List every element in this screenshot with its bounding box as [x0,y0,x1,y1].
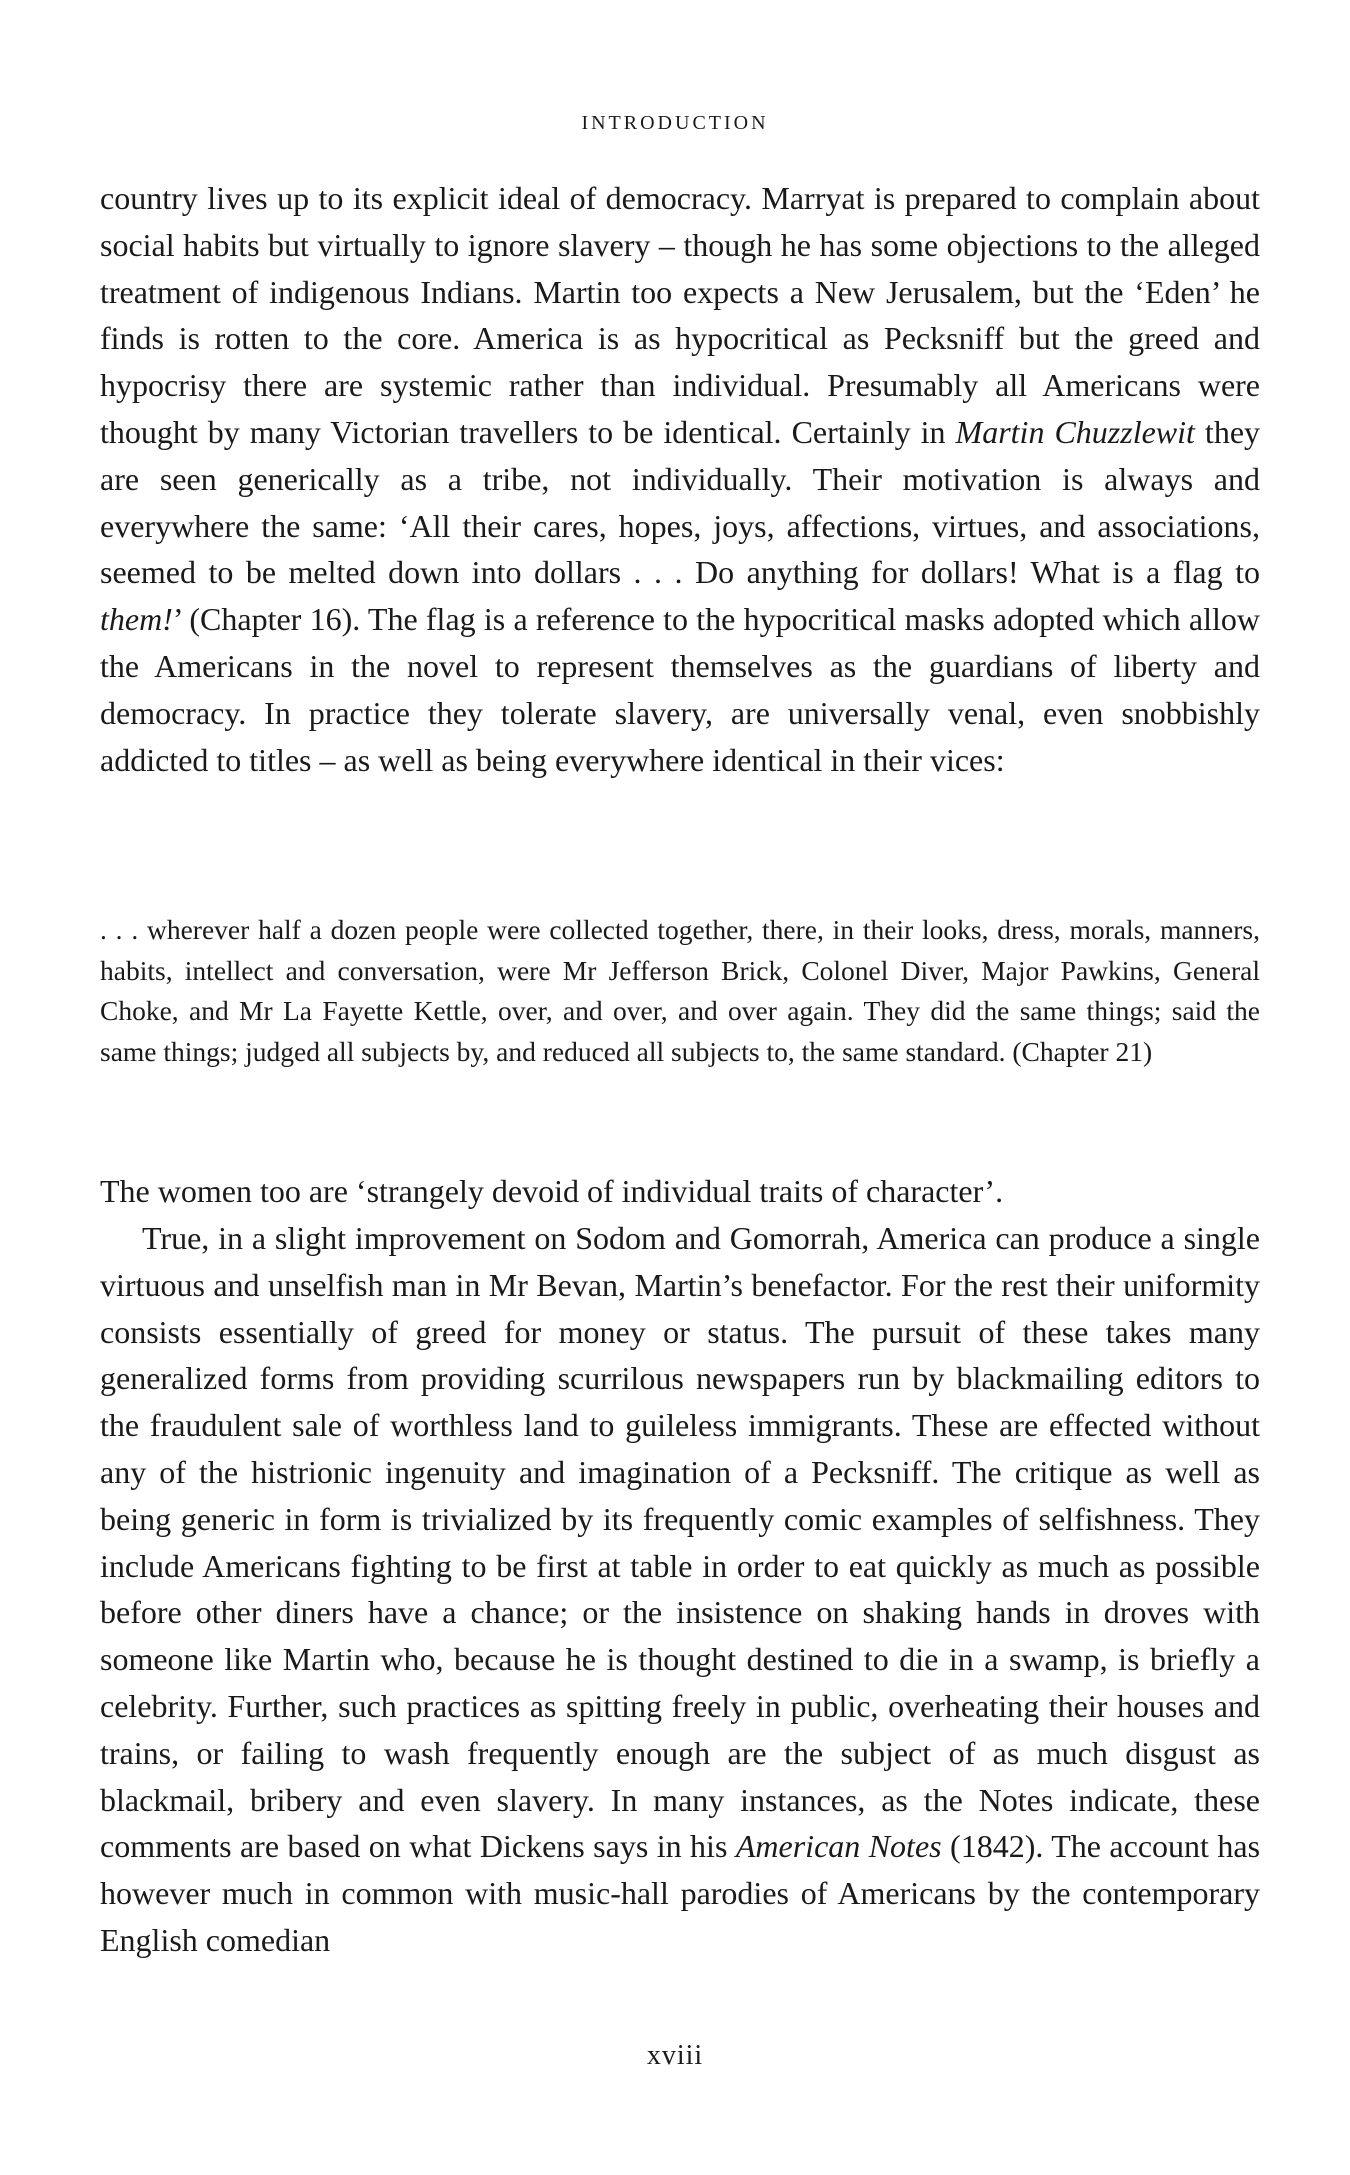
paragraph-1-text-c: ’ (Chapter 16). The flag is a reference to the hypocritical masks adopted which allow the Americans in the novel to represent themselves as the guardians of liberty and democracy. In practice they tolerate slavery, are universally venal, even snobbishly addicted to titles – as well as being everywhere identical in their vices: [100,601,1260,778]
book-title-martin-chuzzlewit: Martin Chuzzlewit [955,413,1195,450]
italic-them: them! [100,601,173,638]
paragraph-3-text-a: True, in a slight improvement on Sodom and Gomorrah, America can produce a single virtuous and unselfish man in Mr Bevan, Martin’s benefactor. For the rest their uniformity consists essentially of greed for money or status. The pursuit of these takes many generalized forms from providing scurrilous newspapers run by blackmailing editors to the fraudulent sale of worthless land to guileless immigrants. These are effected without any of the histrionic ingenuity and imagination of a Pecksniff. The critique as well as being generic in form is trivialized by its frequently comic examples of selfishness. They include Americans fighting to be first at table in order to eat quickly as much as possible before other diners have a chance; or the insistence on shaking hands in droves with someone like Martin who, because he is thought destined to die in a swamp, is briefly a celebrity. Further, such practices as spitting freely in public, overheating their houses and trains, or failing to wash frequently enough are the subject of as much disgust as blackmail, bribery and even slavery. In many instances, as the Notes indicate, these comments are based on what Dickens says in his [100,1220,1260,1865]
paragraph-1 [100,175,1260,783]
book-title-american-notes: American Notes [735,1828,942,1865]
page-number: xviii [646,2040,704,2071]
paragraph-1-text-b: they are seen generically as a tribe, not individually. Their motivation is always and everywhere the same: ‘All their cares, hopes, joys, affections, virtues, and associations, seemed to be melted down into dollars . . . Do anything for dollars! What is a flag to [100,413,1261,591]
running-head: INTRODUCTION [581,112,769,134]
paragraph-2: The women too are ‘strangely devoid of individual traits of character’. [100,1173,1004,1209]
block-quote: . . . wherever half a dozen people were collected together, there, in their looks, dress, morals, manners, habits, intellect and conversation, were Mr Jefferson Brick, Colonel Diver, Major Pawkins, General Choke, and Mr La Fayette Kettle, over, and over, and over again. They did the same things; said the same things; judged all subjects by, and reduced all subjects to, the same standard. (Chapter 21) [100,914,1260,1067]
paragraph-3 [100,1215,1260,1964]
paragraph-1-text-a: country lives up to its explicit ideal of democracy. Marryat is prepared to complain about social habits but virtually to ignore slavery – though he has some objections to the alleged treatment of indigenous Indians. Martin too expects a New Jerusalem, but the ‘Eden’ he finds is rotten to the core. America is as hypocritical as Pecksniff but the greed and hypocrisy there are systemic rather than individual. Presumably all Americans were thought by many Victorian travellers to be identical. Certainly in [100,180,1260,450]
paragraph-3-text-b: (1842). The account has however much in common with music-hall parodies of Americans by the contemporary English comedian [100,1828,1261,1958]
